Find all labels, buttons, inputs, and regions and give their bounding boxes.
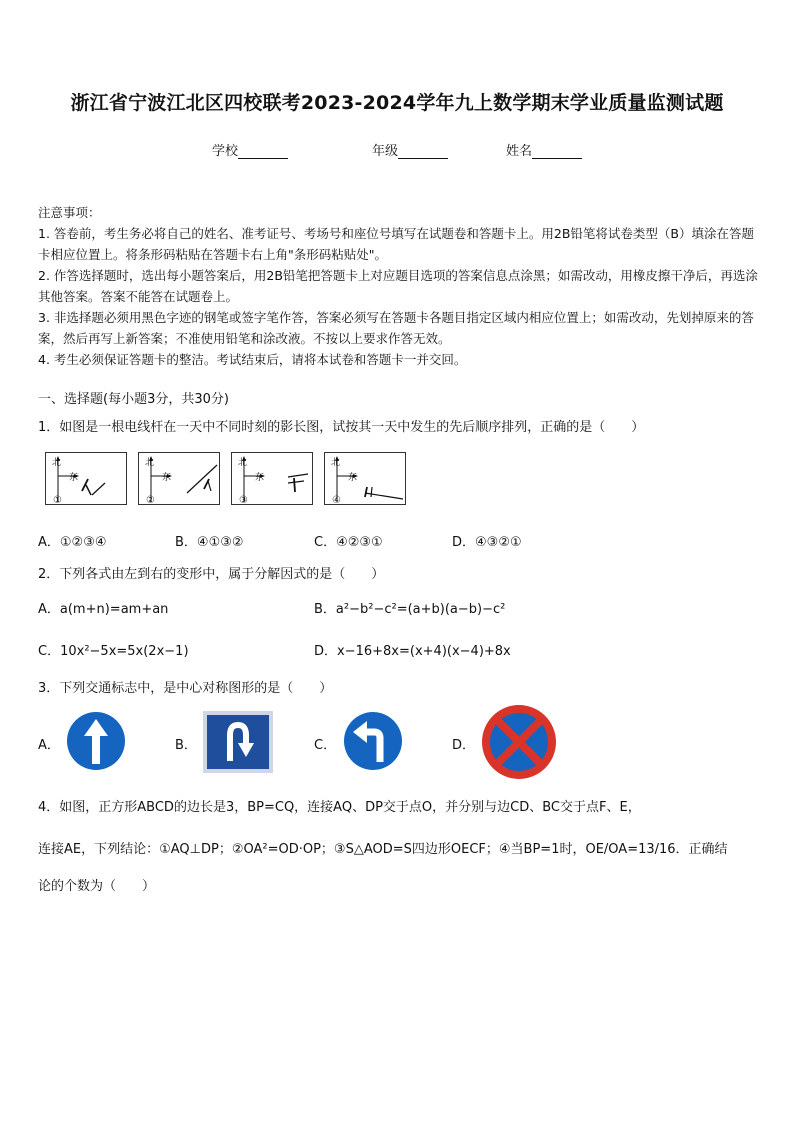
- q1-panel-2: [138, 452, 220, 505]
- school-field: [212, 140, 288, 159]
- q3-sign-d-no-stopping-icon: [478, 702, 560, 786]
- q2-option-d[interactable]: D．x−16+8x=(x+4)(x−4)+8x: [314, 644, 511, 659]
- q2-stem: 2．下列各式由左到右的变形中，属于分解因式的是（ ）: [38, 567, 385, 582]
- q3-label-b[interactable]: B．: [175, 738, 197, 753]
- q4-line-2: 连接AE，下列结论：①AQ⊥DP；②OA²=OD·OP；③S△AOD=S四边形OECF；④当BP=1时，OE/OA=13/16．正确结: [38, 842, 728, 857]
- q3-label-a[interactable]: A．: [38, 738, 60, 753]
- q1-panel-3: [231, 452, 313, 505]
- notes-block: [38, 202, 760, 370]
- q1-north-label-2: 北: [145, 458, 155, 468]
- grade-field: [372, 140, 448, 159]
- section-heading: 一、选择题(每小题3分，共30分): [38, 392, 229, 407]
- notes-heading: 注意事项：: [38, 205, 101, 220]
- note-item-3: 3. 非选择题必须用黑色字迹的钢笔或签字笔作答，答案必须写在答题卡各题目指定区域内相应位置上；如需改动，先划掉原来的答案，然后再写上新答案；不准使用铅笔和涂改液。不按以上要求作答无效。: [38, 310, 754, 346]
- page-title: 浙江省宁波江北区四校联考2023-2024学年九上数学期末学业质量监测试题: [70, 92, 724, 114]
- school-blank[interactable]: [238, 146, 288, 159]
- name-field: [506, 140, 582, 159]
- q3-sign-b-u-turn-icon: [203, 711, 273, 777]
- q1-stem: 1．如图是一根电线杆在一天中不同时刻的影长图，试按其一天中发生的先后顺序排列，正确的是（ ）: [38, 420, 645, 435]
- q1-option-b[interactable]: B．④①③②: [175, 535, 244, 550]
- q3-sign-a-straight-arrow-icon: [62, 710, 130, 776]
- note-item-2: 2. 作答选择题时，选出每小题答案后，用2B铅笔把答题卡上对应题目选项的答案信息点涂黑；如需改动，用橡皮擦干净后，再选涂其他答案。答案不能答在试题卷上。: [38, 268, 758, 304]
- q1-north-label-3: 北: [238, 458, 248, 468]
- q1-option-a[interactable]: A．①②③④: [38, 535, 107, 550]
- name-blank[interactable]: [532, 146, 582, 159]
- q1-north-label-4: 北: [331, 458, 341, 468]
- q2-option-c[interactable]: C．10x²−5x=5x(2x−1): [38, 644, 189, 659]
- q1-east-label-3: 东: [255, 473, 265, 483]
- q1-option-c[interactable]: C．④②③①: [314, 535, 383, 550]
- q1-label-2: ②: [146, 495, 155, 504]
- q3-stem: 3．下列交通标志中，是中心对称图形的是（ ）: [38, 681, 333, 696]
- grade-label: 年级: [372, 144, 399, 159]
- q2-option-a[interactable]: A．a(m+n)=am+an: [38, 602, 169, 617]
- q4-line-3: 论的个数为（ ）: [38, 879, 156, 894]
- name-label: 姓名: [506, 144, 533, 159]
- q1-east-label-2: 东: [162, 473, 172, 483]
- q3-label-c[interactable]: C．: [314, 738, 337, 753]
- note-item-4: 4. 考生必须保证答题卡的整洁。考试结束后，请将本试卷和答题卡一并交回。: [38, 352, 467, 367]
- q4-line-1: 4．如图，正方形ABCD的边长是3，BP=CQ，连接AQ、DP交于点O，并分别与边CD、BC交于点F、E，: [38, 800, 641, 815]
- school-label: 学校: [212, 144, 239, 159]
- q1-label-4: ④: [332, 495, 341, 504]
- q1-panel-4: [324, 452, 406, 505]
- q1-option-d[interactable]: D．④③②①: [452, 535, 522, 550]
- q1-east-label-1: 东: [69, 473, 79, 483]
- q2-option-b[interactable]: B．a²−b²−c²=(a+b)(a−b)−c²: [314, 602, 506, 617]
- q1-panel-1: [45, 452, 127, 505]
- q1-label-3: ③: [239, 495, 248, 504]
- note-item-1: 1. 答卷前，考生务必将自己的姓名、准考证号、考场号和座位号填写在试题卷和答题卡上。用2B铅笔将试卷类型（B）填涂在答题卡相应位置上。将条形码粘贴在答题卡右上角"条形码粘贴处"。: [38, 226, 755, 262]
- q1-label-1: ①: [53, 495, 62, 504]
- q1-north-label-1: 北: [52, 458, 62, 468]
- q3-label-d[interactable]: D．: [452, 738, 476, 753]
- q3-sign-c-left-turn-icon: [338, 710, 408, 776]
- grade-blank[interactable]: [398, 146, 448, 159]
- q1-east-label-4: 东: [348, 473, 358, 483]
